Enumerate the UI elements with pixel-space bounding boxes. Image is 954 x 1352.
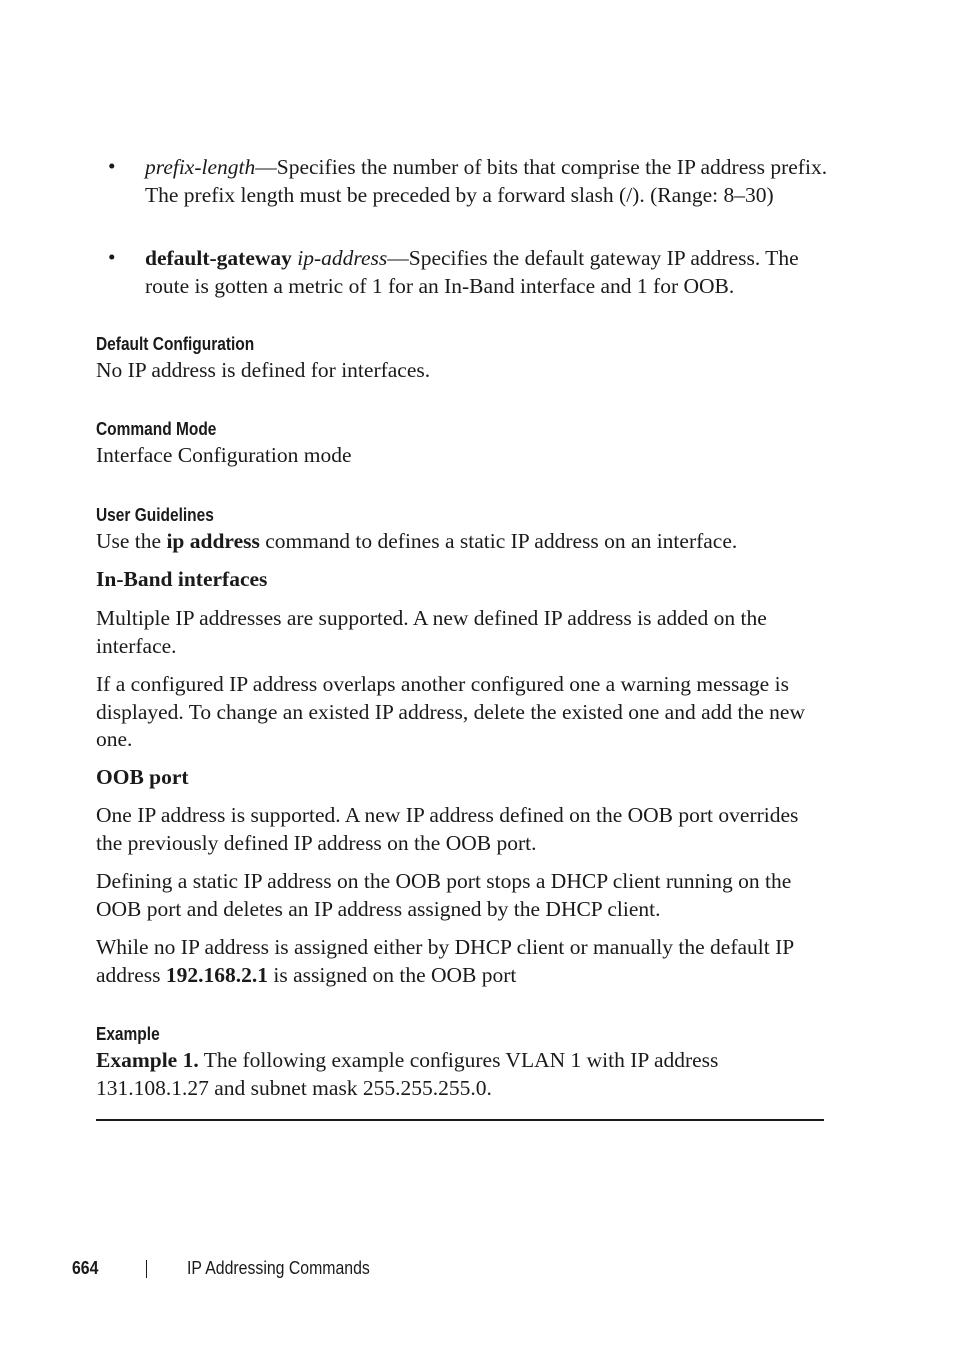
command-mode-text: Interface Configuration mode (96, 443, 352, 467)
parameter-description: —Specifies the number of bits that comprise the IP address prefix. The prefix length must be preceded by a forward slash (/). (Range: 8–30) (145, 155, 828, 207)
subheading-inband-interfaces (96, 566, 826, 594)
subheading-text: OOB port (96, 765, 189, 789)
oob-text: is assigned on the OOB port (267, 962, 517, 987)
oob-paragraph-2: Defining a static IP address on the OOB port stops a DHCP client running on the OOB port and deletes an IP address assigned by the DHCP client. (96, 869, 792, 921)
section-heading-command-mode: Command Mode (96, 419, 217, 439)
subheading-oob-port (96, 764, 826, 792)
oob-paragraph-3 (96, 934, 826, 989)
footer-separator (146, 1260, 147, 1278)
section-heading-user-guidelines: User Guidelines (96, 505, 214, 525)
parameter-term: ip-address (297, 246, 388, 270)
intro-text: Use the (96, 529, 167, 553)
section-heading-default-configuration: Default Configuration (96, 334, 255, 354)
oob-paragraph-1: One IP address is supported. A new IP address defined on the OOB port overrides the previously defined IP address on the OOB port. (96, 803, 799, 855)
example-label: Example 1. (96, 1048, 199, 1072)
parameter-term: prefix-length (145, 155, 256, 179)
horizontal-rule (96, 1119, 824, 1121)
page-number: 664 (72, 1258, 99, 1278)
user-guidelines-intro (96, 528, 826, 556)
bullet-marker: • (108, 154, 116, 178)
section-heading-example: Example (96, 1024, 160, 1044)
default-configuration-text: No IP address is defined for interfaces. (96, 358, 431, 382)
command-name: ip address (166, 529, 260, 553)
oob-text: While no IP address is assigned either by DHCP client or manually the default IP address (96, 935, 794, 987)
subheading-text: In-Band interfaces (96, 567, 268, 591)
inband-paragraph-1: Multiple IP addresses are supported. A new defined IP address is added on the interface. (96, 606, 767, 658)
bullet-default-gateway (145, 245, 830, 300)
default-ip-address: 192.168.2.1 (165, 962, 268, 987)
bullet-prefix-length (145, 154, 830, 209)
chapter-title: IP Addressing Commands (187, 1258, 370, 1278)
bullet-marker: • (108, 245, 116, 269)
example-1-text (96, 1047, 826, 1102)
intro-text: command to defines a static IP address on an interface. (259, 529, 738, 553)
inband-paragraph-2: If a configured IP address overlaps another configured one a warning message is displayed. To change an existed IP address, delete the existed one and add the new one. (96, 672, 805, 751)
parameter-keyword: default-gateway (145, 246, 292, 270)
parameter-description: —Specifies the default gateway IP address. The route is gotten a metric of 1 for an In-Band interface and 1 for OOB. (145, 246, 799, 298)
example-description: The following example configures VLAN 1 with IP address 131.108.1.27 and subnet mask 255.255.255.0. (96, 1048, 719, 1100)
